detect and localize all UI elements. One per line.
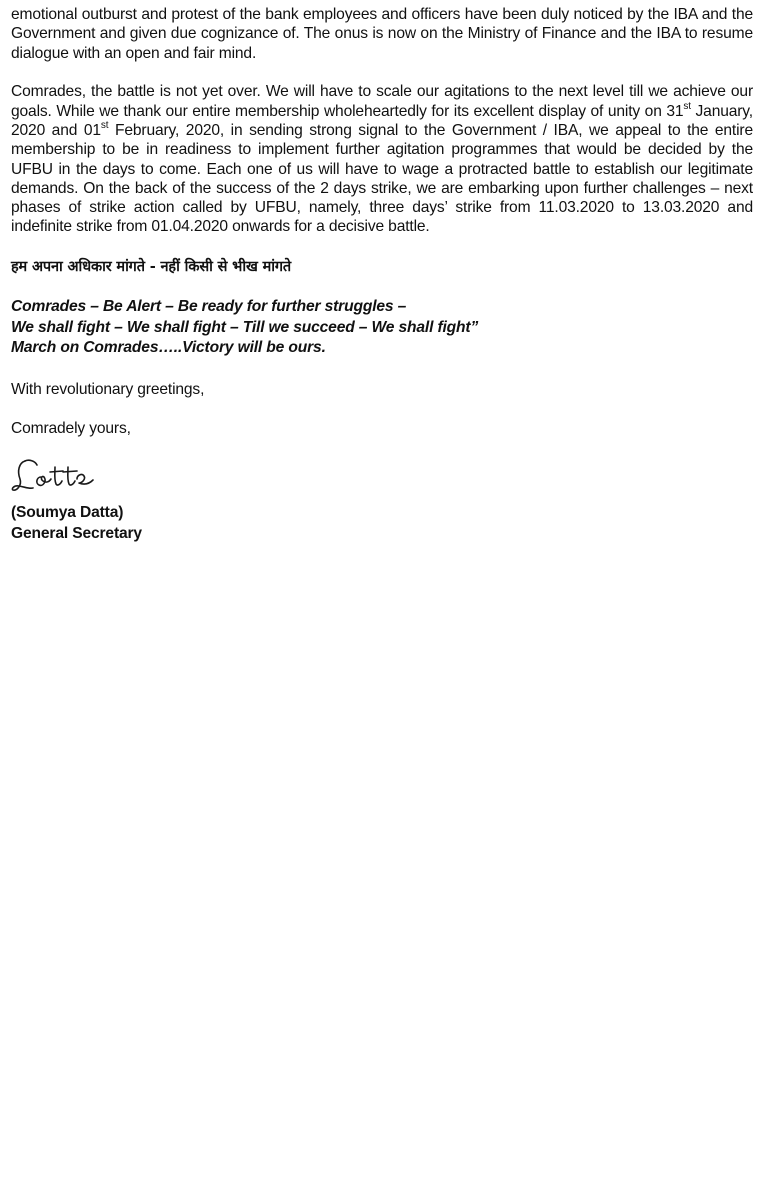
hindi-slogan: हम अपना अधिकार मांगते - नहीं किसी से भीख मांगते xyxy=(11,258,291,275)
ordinal-suffix: st xyxy=(683,100,691,112)
paragraph-battle-text-2: January, 2020 and 01 xyxy=(11,102,753,139)
signatory-title: General Secretary xyxy=(11,525,142,543)
paragraph-battle xyxy=(11,82,753,236)
greeting: With revolutionary greetings, xyxy=(11,381,205,399)
paragraph-onus: emotional outburst and protest of the bank employees and officers have been duly noticed by the IBA and the Government and given due cognizance of. The onus is now on the Ministry of Finance and the IBA to resume dialogue with an open and fair mind. xyxy=(11,6,753,62)
closing: Comradely yours, xyxy=(11,420,131,438)
slogan-line: March on Comrades…..Victory will be ours. xyxy=(11,339,326,357)
slogan-line: Comrades – Be Alert – Be ready for further struggles – xyxy=(11,297,407,315)
handwritten-signature xyxy=(11,455,131,497)
paragraph-battle-text-3: February, 2020, in sending strong signal to the Government / IBA, we appeal to the entire membership to be in readiness to implement further agitation programmes that would be decided by the UFBU in the days to come. Each one of us will have to wage a protracted battle to establish our legitimate demands. On the back of the success of the 2 days strike, we are embarking upon further challenges – next phases of strike action called by UFBU, namely, three days’ strike from 11.03.2020 to 13.03.2020 and indefinite strike from 01.04.2020 onwards for a decisive battle. xyxy=(11,121,753,236)
paragraph-battle-text-1: Comrades, the battle is not yet over. We will have to scale our agitations to the next level till we achieve our goals. While we thank our entire membership wholeheartedly for its excellent display of unity on 31 xyxy=(11,83,753,120)
slogans-block xyxy=(11,297,753,359)
letter-body xyxy=(11,5,753,544)
signatory-name: (Soumya Datta) xyxy=(11,504,124,522)
ordinal-suffix: st xyxy=(100,119,109,131)
slogan-line: We shall fight – We shall fight – Till we succeed – We shall fight” xyxy=(11,318,479,336)
